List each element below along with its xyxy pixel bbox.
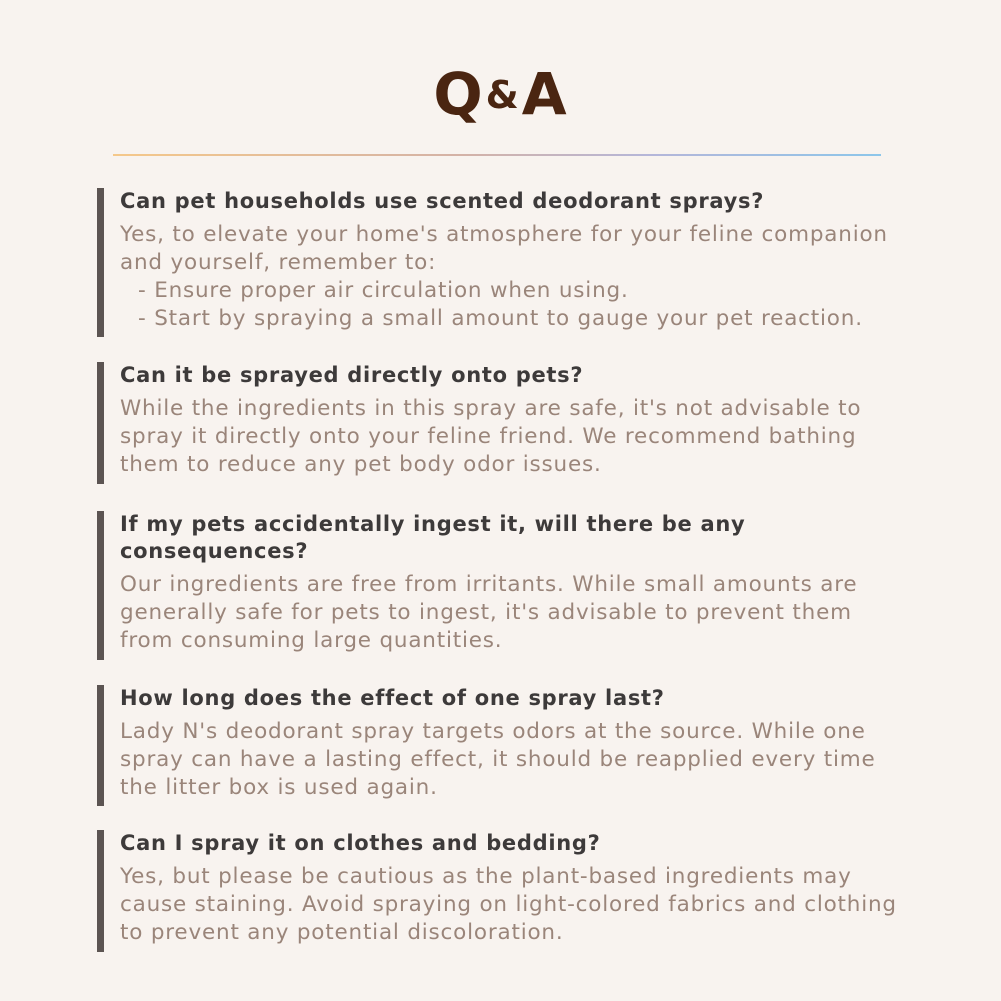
faq-question: How long does the effect of one spray last? xyxy=(120,686,665,710)
faq-question: Can it be sprayed directly onto pets? xyxy=(120,363,584,387)
faq-question: Can I spray it on clothes and bedding? xyxy=(120,831,601,855)
answer-line: spray it directly onto your feline friend. We recommend bathing xyxy=(120,424,857,449)
faq-item-3 xyxy=(97,511,927,660)
page-title xyxy=(0,56,1001,133)
question-line: If my pets accidentally ingest it, will there be any xyxy=(120,512,746,536)
answer-line: from consuming large quantities. xyxy=(120,628,503,653)
faq-item-5 xyxy=(97,830,927,952)
answer-line: Yes, but please be cautious as the plant-based ingredients may xyxy=(120,864,852,889)
faq-item-4 xyxy=(97,685,927,806)
answer-line: them to reduce any pet body odor issues. xyxy=(120,452,602,477)
faq-answer xyxy=(120,863,927,947)
answer-line: Lady N's deodorant spray targets odors at the source. While one xyxy=(120,719,866,744)
faq-accent-bar xyxy=(97,188,104,337)
faq-answer xyxy=(120,221,927,333)
faq-item-2 xyxy=(97,362,927,484)
answer-line: While the ingredients in this spray are safe, it's not advisable to xyxy=(120,396,862,421)
faq-accent-bar xyxy=(97,830,104,952)
answer-line: cause staining. Avoid spraying on light-colored fabrics and clothing xyxy=(120,892,897,917)
faq-answer xyxy=(120,718,927,802)
answer-bullet: - Start by spraying a small amount to gauge your pet reaction. xyxy=(138,306,863,331)
question-line: consequences? xyxy=(120,539,309,563)
faq-answer xyxy=(120,395,927,479)
faq-accent-bar xyxy=(97,511,104,660)
answer-line: to prevent any potential discoloration. xyxy=(120,920,564,945)
answer-bullet: - Ensure proper air circulation when using. xyxy=(138,278,629,303)
title-q: Q xyxy=(433,60,484,128)
title-divider xyxy=(113,154,881,156)
answer-line: Yes, to elevate your home's atmosphere for your feline companion xyxy=(120,222,888,247)
faq-accent-bar xyxy=(97,685,104,806)
faq-question: Can pet households use scented deodorant sprays? xyxy=(120,189,765,213)
answer-line: Our ingredients are free from irritants. While small amounts are xyxy=(120,572,858,597)
answer-line: and yourself, remember to: xyxy=(120,250,437,275)
title-a: A xyxy=(521,60,568,128)
answer-line: the litter box is used again. xyxy=(120,775,438,800)
faq-item-1 xyxy=(97,188,927,337)
faq-question xyxy=(120,511,927,565)
answer-line: spray can have a lasting effect, it should be reapplied every time xyxy=(120,747,876,772)
faq-accent-bar xyxy=(97,362,104,484)
faq-answer xyxy=(120,571,927,655)
title-ampersand: & xyxy=(485,73,520,117)
answer-line: generally safe for pets to ingest, it's advisable to prevent them xyxy=(120,600,852,625)
